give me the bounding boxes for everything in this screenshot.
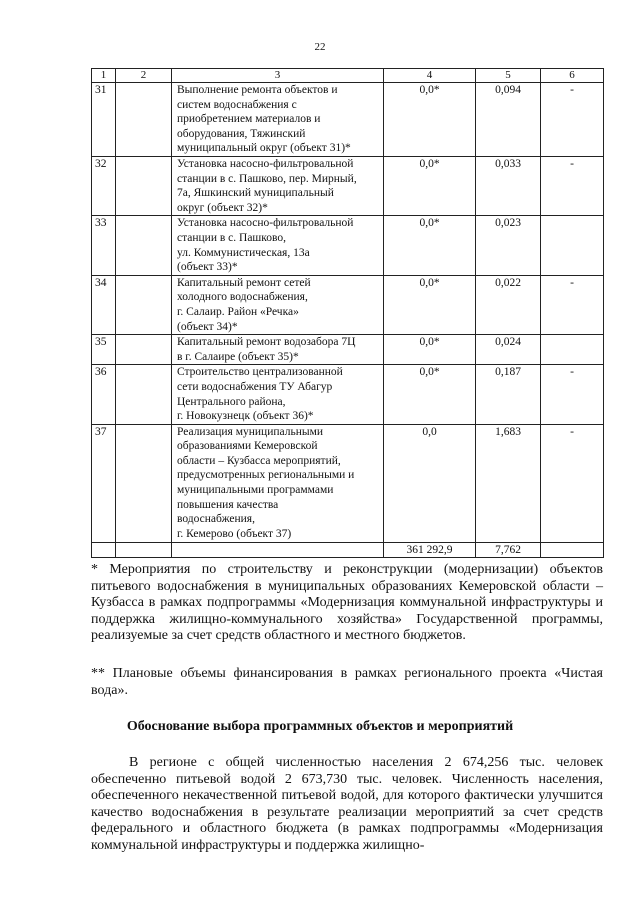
table-total-row bbox=[92, 542, 604, 558]
total-value-4: 361 292,9 bbox=[384, 542, 476, 558]
table-row bbox=[92, 424, 604, 542]
row-value-5: 0,022 bbox=[476, 275, 541, 334]
header-col-1: 1 bbox=[92, 69, 116, 83]
footnote-double-star: ** Плановые объемы финансирования в рамках регионального проекта «Чистая вода». bbox=[91, 666, 603, 698]
page-number: 22 bbox=[314, 41, 326, 53]
row-col2 bbox=[116, 365, 172, 424]
row-number: 32 bbox=[92, 157, 116, 216]
total-col6 bbox=[541, 542, 604, 558]
row-value-6: - bbox=[541, 424, 604, 542]
row-number: 35 bbox=[92, 335, 116, 365]
row-value-6: - bbox=[541, 365, 604, 424]
row-value-6 bbox=[541, 216, 604, 275]
row-description: Капитальный ремонт сетей холодного водоснабжения, г. Салаир. Район «Речка» (объект 34)* bbox=[172, 275, 384, 334]
row-description: Установка насосно-фильтровальной станции в с. Пашково, ул. Коммунистическая, 13а (объект 33)* bbox=[172, 216, 384, 275]
row-col2 bbox=[116, 335, 172, 365]
section-heading: Обоснование выбора программных объектов и мероприятий bbox=[126, 719, 514, 734]
table-row bbox=[92, 157, 604, 216]
row-value-6: - bbox=[541, 83, 604, 157]
row-value-5: 0,187 bbox=[476, 365, 541, 424]
row-value-6: - bbox=[541, 275, 604, 334]
row-value-4: 0,0* bbox=[384, 216, 476, 275]
objects-table bbox=[91, 68, 604, 558]
row-description: Капитальный ремонт водозабора 7Ц в г. Салаире (объект 35)* bbox=[172, 335, 384, 365]
row-value-5: 0,024 bbox=[476, 335, 541, 365]
row-value-5: 0,023 bbox=[476, 216, 541, 275]
header-col-4: 4 bbox=[384, 69, 476, 83]
row-value-4: 0,0* bbox=[384, 275, 476, 334]
total-col2 bbox=[116, 542, 172, 558]
row-value-4: 0,0* bbox=[384, 157, 476, 216]
total-value-5: 7,762 bbox=[476, 542, 541, 558]
body-paragraph: В регионе с общей численностью населения 2 674,256 тыс. человек обеспеченно питьевой водой 2 673,730 тыс. человек. Численность населения, обеспеченного некачественной питьевой водой, для которого фактически улучшится качество водоснабжения в результате реализации мероприятий за счет средств федерального и областного бюджета (в рамках подпрограммы «Модернизация коммунальной инфраструктуры и поддержка жилищно- bbox=[91, 755, 603, 853]
total-col3 bbox=[172, 542, 384, 558]
row-number: 34 bbox=[92, 275, 116, 334]
table-row bbox=[92, 365, 604, 424]
row-description: Реализация муниципальными образованиями Кемеровской области – Кузбасса мероприятий, предусмотренных региональными и муниципальными программами повышения качества водоснабжения, г. Кемерово (объект 37) bbox=[172, 424, 384, 542]
row-value-6 bbox=[541, 335, 604, 365]
row-value-4: 0,0* bbox=[384, 83, 476, 157]
footnote-star: * Мероприятия по строительству и реконструкции (модернизации) объектов питьевого водоснабжения в муниципальных образованиях Кемеровской области – Кузбасса в рамках подпрограммы «Модернизация коммунальной инфраструктуры и поддержка жилищно-коммунального хозяйства» Государственной программы, реализуемые за счет средств областного и местного бюджетов. bbox=[91, 562, 603, 644]
row-col2 bbox=[116, 157, 172, 216]
row-value-6: - bbox=[541, 157, 604, 216]
row-number: 33 bbox=[92, 216, 116, 275]
row-col2 bbox=[116, 424, 172, 542]
row-description: Строительство централизованной сети водоснабжения ТУ Абагур Центрального района, г. Новокузнецк (объект 36)* bbox=[172, 365, 384, 424]
row-description: Выполнение ремонта объектов и систем водоснабжения с приобретением материалов и оборудования, Тяжинский муниципальный округ (объект 31)* bbox=[172, 83, 384, 157]
table-row bbox=[92, 83, 604, 157]
row-value-5: 1,683 bbox=[476, 424, 541, 542]
header-col-2: 2 bbox=[116, 69, 172, 83]
row-value-5: 0,094 bbox=[476, 83, 541, 157]
table-header-row bbox=[92, 69, 604, 83]
row-number: 31 bbox=[92, 83, 116, 157]
row-value-4: 0,0* bbox=[384, 365, 476, 424]
row-col2 bbox=[116, 83, 172, 157]
row-number: 36 bbox=[92, 365, 116, 424]
row-value-4: 0,0 bbox=[384, 424, 476, 542]
header-col-5: 5 bbox=[476, 69, 541, 83]
header-col-6: 6 bbox=[541, 69, 604, 83]
row-col2 bbox=[116, 216, 172, 275]
row-description: Установка насосно-фильтровальной станции в с. Пашково, пер. Мирный, 7а, Яшкинский муниципальный округ (объект 32)* bbox=[172, 157, 384, 216]
table-row bbox=[92, 216, 604, 275]
table-row bbox=[92, 275, 604, 334]
header-col-3: 3 bbox=[172, 69, 384, 83]
row-col2 bbox=[116, 275, 172, 334]
row-value-4: 0,0* bbox=[384, 335, 476, 365]
row-value-5: 0,033 bbox=[476, 157, 541, 216]
row-number: 37 bbox=[92, 424, 116, 542]
total-col1 bbox=[92, 542, 116, 558]
table-row bbox=[92, 335, 604, 365]
